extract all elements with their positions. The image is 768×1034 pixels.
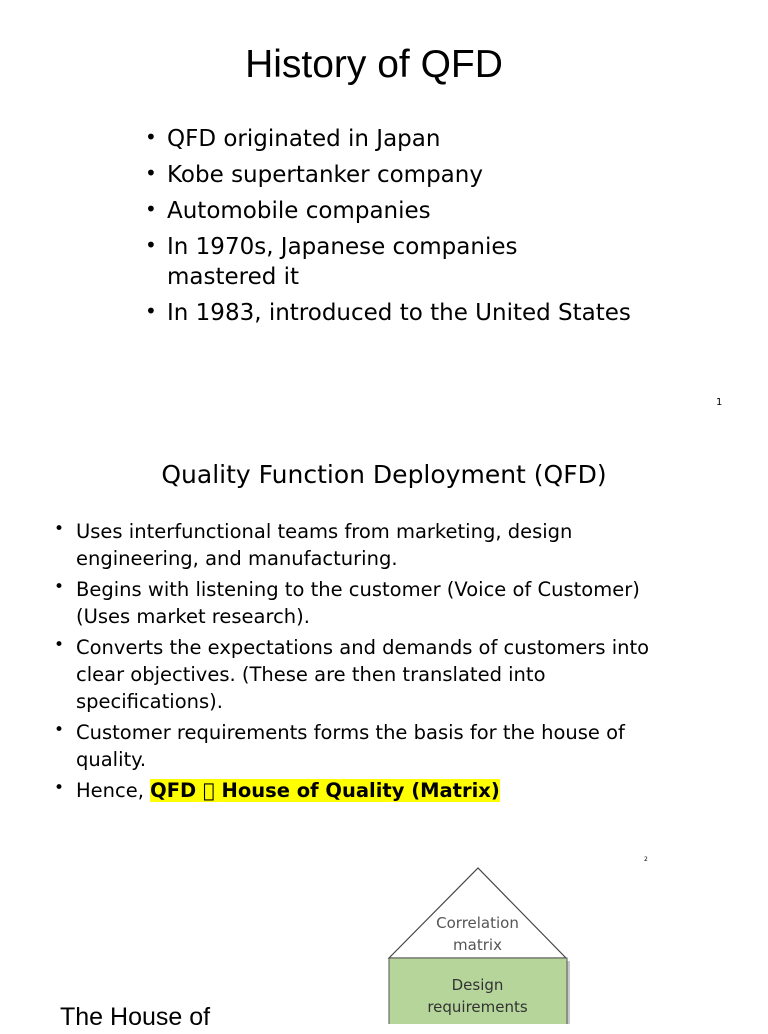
bullet-icon: • xyxy=(54,635,65,655)
list-item: • In 1983, introduced to the United States xyxy=(145,298,645,328)
highlighted-text: QFD House of Quality (Matrix) xyxy=(150,779,500,802)
bullet-icon: • xyxy=(145,233,157,257)
list-item: • Begins with listening to the customer (Voice of Customer) (Uses market research). xyxy=(54,576,666,630)
list-item: • Converts the expectations and demands of customers into clear objectives. (These are then translated into specifications). xyxy=(54,634,676,715)
slide-3-title: The House of xyxy=(60,1003,211,1031)
slide-1-title: History of QFD xyxy=(245,43,503,86)
bullet-icon: • xyxy=(145,197,157,221)
list-item: • Kobe supertanker company xyxy=(145,160,645,190)
list-item: • Hence, QFD House of Quality (Matrix) xyxy=(54,777,674,804)
bullet-icon: • xyxy=(145,125,157,149)
list-item: • QFD originated in Japan xyxy=(145,124,645,154)
list-item: • In 1970s, Japanese companies mastered it xyxy=(145,232,547,292)
bullet-icon: • xyxy=(54,519,65,539)
design-requirements-label: Design requirements xyxy=(427,976,528,1016)
bullet-icon: • xyxy=(54,720,65,740)
bullet-icon: • xyxy=(54,577,65,597)
slide-1-page-number: 1 xyxy=(716,397,723,408)
bullet-icon: • xyxy=(54,778,65,798)
bullet-icon: • xyxy=(145,161,157,185)
slide-2-title: Quality Function Deployment (QFD) xyxy=(161,460,607,489)
list-item: • Customer requirements forms the basis for the house of quality. xyxy=(54,719,656,773)
slide-1-bullet-list xyxy=(145,124,645,334)
list-item: • Automobile companies xyxy=(145,196,645,226)
list-item: • Uses interfunctional teams from marketing, design engineering, and manufacturing. xyxy=(54,518,636,572)
house-of-quality-diagram xyxy=(385,866,570,1024)
bullet-icon: • xyxy=(145,299,157,323)
correlation-matrix-label: Correlation matrix xyxy=(436,914,519,954)
slide-2-page-number: 2 xyxy=(644,856,648,863)
slide-2-bullet-list xyxy=(54,518,674,808)
